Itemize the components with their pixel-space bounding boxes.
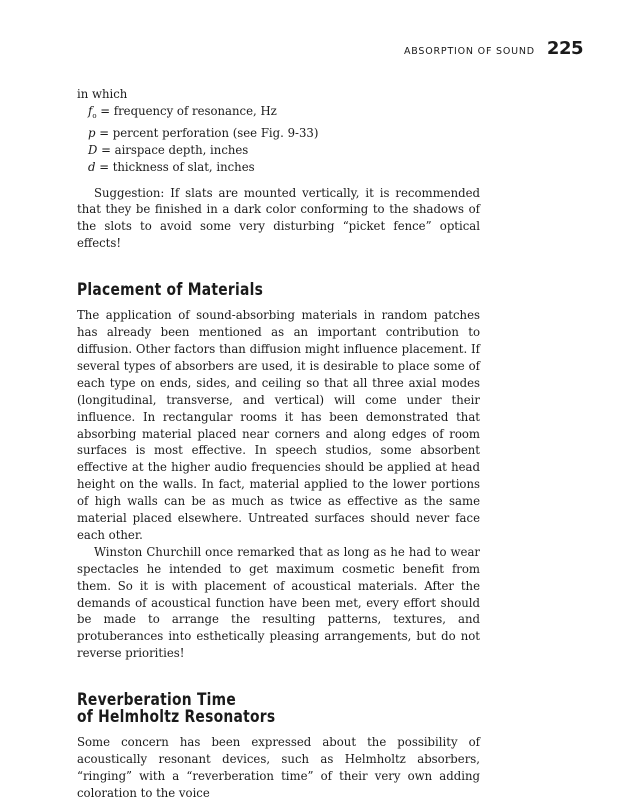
body-paragraph: Winston Churchill once remarked that as long as he had to wear spectacles he intended to get maximum cosmetic benefit from them. So it is with placement of acoustical materials. After the demands of acoustical function have been met, every effort should be made to arrange the resulting patterns, textures, and protuberances into esthetically pleasing arrangements, but do not reverse priorities!	[77, 544, 480, 661]
definition-item	[88, 159, 480, 176]
definition-symbol: p	[88, 125, 96, 140]
running-head: ABSORPTION OF SOUND	[403, 46, 535, 57]
suggestion-paragraph: Suggestion: If slats are mounted vertically, it is recommended that they be finished in a dark color conforming to the shadows of the slots to avoid some very disturbing “picket fence” optical effects!	[77, 185, 480, 251]
body-paragraph: Some concern has been expressed about the possibility of acoustically resonant devices, such as Helmholtz absorbers, “ringing” with a “reverberation time” of their very own adding coloration to the voice	[77, 735, 480, 800]
page-number: 225	[546, 38, 583, 59]
section-heading-placement: Placement of Materials	[77, 280, 264, 300]
definition-item	[88, 103, 480, 125]
page-body	[77, 86, 480, 802]
page-header	[404, 38, 583, 59]
definition-symbol: D	[88, 142, 98, 157]
definition-text: = percent perforation (see Fig. 9-33)	[95, 125, 319, 140]
section-heading-line: Reverberation Time	[77, 690, 237, 710]
intro-text: in which	[77, 87, 128, 101]
definition-symbol: d	[88, 159, 96, 174]
definition-subscript: o	[92, 111, 97, 120]
variable-definitions	[88, 103, 480, 176]
definition-item	[88, 125, 480, 142]
definition-item	[88, 142, 480, 159]
definition-text: = airspace depth, inches	[97, 142, 249, 157]
section-heading-reverberation	[77, 691, 480, 725]
section-heading-line: of Helmholtz Resonators	[77, 707, 276, 727]
definition-text: = frequency of resonance, Hz	[96, 103, 277, 118]
body-paragraph: The application of sound-absorbing materials in random patches has already been mentioned as an important contribution to diffusion. Other factors than diffusion might influence placement. If several types of absorbers are used, it is desirable to place some of each type on ends, sides, and ceiling so that all three axial modes (longitudinal, transverse, and vertical) will come under their influence. In rectangular rooms it has been demonstrated that absorbing material placed near corners and along edges of room surfaces is most effective. In speech studios, some absorbent effective at the higher audio frequencies should be applied at head height on the walls. In fact, material applied to the lower portions of high walls can be as much as twice as effective as the same material placed elsewhere. Untreated surfaces should never face each other.	[77, 308, 480, 542]
definition-text: = thickness of slat, inches	[95, 159, 255, 174]
definition-symbol: f	[88, 103, 93, 118]
